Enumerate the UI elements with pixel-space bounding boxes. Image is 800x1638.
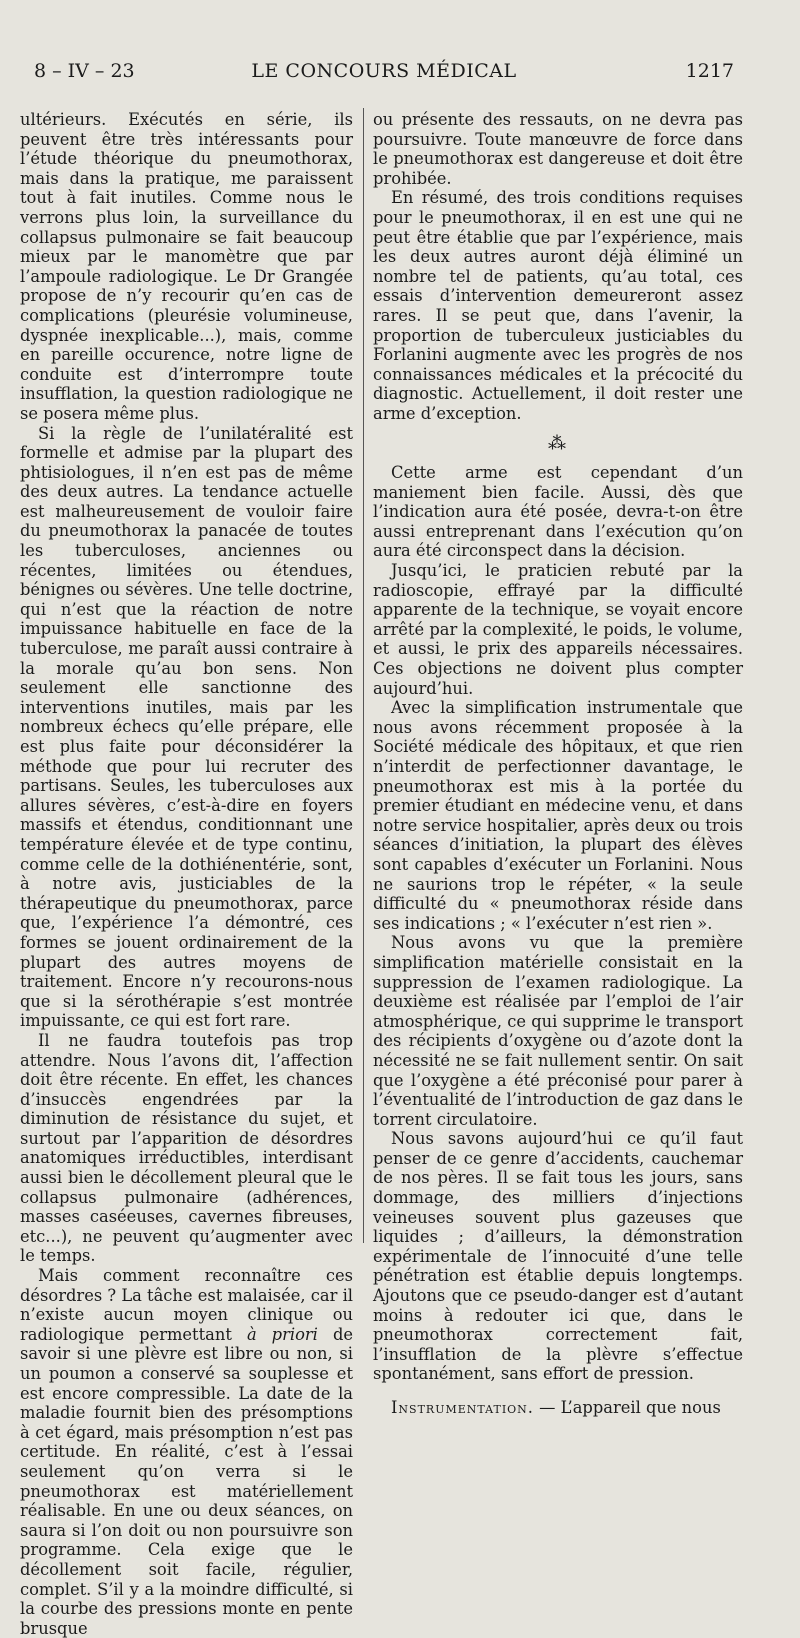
paragraph: Nous savons aujourd’hui ce qu’il faut penser de ce genre d’accidents, cauchemar de nos pères. Il se fait tous les jours, sans dommage, des milliers d’injections veineuses souvent plus gazeuses que liquides ; d’ailleurs, la démonstration expérimentale de l’innocuité d’une telle pénétration est établie depuis longtemps. Ajoutons que ce pseudo-danger est d’autant moins à redouter ici que, dans le pneumothorax correctement fait, l’insufflation de la plèvre s’effectue spontanément, sans effort de pression. bbox=[373, 1129, 743, 1384]
section-heading: Instrumentation. bbox=[391, 1398, 534, 1417]
paragraph: Jusqu’ici, le praticien rebuté par la radioscopie, effrayé par la difficulté apparente de la technique, se voyait encore arrêté par la complexité, le poids, le volume, et aussi, le prix des appareils nécessaires. Ces objections ne doivent plus compter aujourd’hui. bbox=[373, 561, 743, 698]
issue-date: 8 – IV – 23 bbox=[34, 60, 135, 82]
column-divider bbox=[363, 108, 364, 1243]
italic-phrase: à priori bbox=[246, 1324, 318, 1344]
paragraph bbox=[20, 1266, 353, 1638]
paragraph: ou présente des ressauts, on ne devra pas poursuivre. Toute manœuvre de force dans le pneumothorax est dangereuse et doit être prohibée. bbox=[373, 110, 743, 188]
paragraph: Si la règle de l’unilatéralité est formelle et admise par la plupart des phtisiologues, il n’en est pas de même des deux autres. La tendance actuelle est malheureusement de vouloir faire du pneumothorax la panacée de toutes les tuberculoses, anciennes ou récentes, limitées ou étendues, bénignes ou sévères. Une telle doctrine, qui n’est que la réaction de notre impuissance habituelle en face de la tuberculose, me paraît aussi contraire à la morale qu’au bon sens. Non seulement elle sanctionne des interventions inutiles, mais par les nombreux échecs qu’elle prépare, elle est plus faite pour déconsidérer la méthode que pour lui recruter des partisans. Seules, les tuberculoses aux allures sévères, c’est-à-dire en foyers massifs et étendus, conditionnant une température élevée et de type continu, comme celle de la dothiénentérie, sont, à notre avis, justiciables de la thérapeutique du pneumothorax, parce que, l’expérience l’a démontré, ces formes se jouent ordinairement de la plupart des autres moyens de traitement. Encore n’y recourons-nous que si la sérothérapie s’est montrée impuissante, ce qui est fort rare. bbox=[20, 423, 353, 1031]
paragraph: Il ne faudra toutefois pas trop attendre. Nous l’avons dit, l’affection doit être récente. En effet, les chances d’insuccès engendrées par la diminution de résistance du sujet, et surtout par l’apparition de désordres anatomiques irréductibles, interdisant aussi bien le décollement pleural que le collapsus pulmonaire (adhérences, masses caséeuses, cavernes fibreuses, etc...), ne peuvent qu’augmenter avec le temps. bbox=[20, 1030, 353, 1266]
left-column bbox=[20, 110, 353, 1638]
running-header bbox=[34, 60, 734, 94]
paragraph: En résumé, des trois conditions requises pour le pneumothorax, il en est une qui ne peut être établie que par l’expérience, mais les deux autres auront déjà éliminé un nombre tel de patients, qu’au total, ces essais d’intervention demeureront assez rares. Il se peut que, dans l’avenir, la proportion de tuberculeux justiciables du Forlanini augmente avec les progrès de nos connaissances médicales et la précocité du diagnostic. Actuellement, il doit rester une arme d’exception. bbox=[373, 188, 743, 423]
paragraph: ultérieurs. Exécutés en série, ils peuvent être très intéressants pour l’étude théorique du pneumothorax, mais dans la pratique, me paraissent tout à fait inutiles. Comme nous le verrons plus loin, la surveillance du collapsus pulmonaire se fait beaucoup mieux par le manomètre que par l’ampoule radiologique. Le Dr Grangée propose de n’y recourir qu’en cas de complications (pleurésie volumineuse, dyspnée inexplicable...), mais, comme en pareille occurence, notre ligne de conduite est d’interrompre toute insufflation, la question radiologique ne se posera même plus. bbox=[20, 110, 353, 423]
paragraph: Nous avons vu que la première simplification matérielle consistait en la suppression de l’examen radiologique. La deuxième est réalisée par l’emploi de l’air atmosphérique, ce qui supprime le transport des récipients d’oxygène ou d’azote dont la nécessité ne se fait nullement sentir. On sait que l’oxygène a été préconisé pour parer à l’éventualité de l’introduction de gaz dans le torrent circulatoire. bbox=[373, 933, 743, 1129]
paragraph bbox=[373, 1398, 743, 1418]
paragraph-text: de savoir si une plèvre est libre ou non, si un poumon a conservé sa souplesse et est encore compressible. La date de la maladie fournit bien des présomptions à cet égard, mais présomption n’est pas certitude. En réalité, c’est à l’essai seulement qu’on verra si le pneumothorax est matériellement réalisable. En une ou deux séances, on saura si l’on doit ou non poursuivre son programme. Cela exige que le décollement soit facile, régulier, complet. S’il y a la moindre difficulté, si la courbe des pressions monte en pente brusque bbox=[20, 1324, 354, 1638]
paragraph: Avec la simplification instrumentale que nous avons récemment proposée à la Société médicale des hôpitaux, et que rien n’interdit de perfectionner davantage, le pneumothorax est mis à la portée du premier étudiant en médecine venu, et dans notre service hospitalier, après deux ou trois séances d’initiation, la plupart des élèves sont capables d’exécuter un Forlanini. Nous ne saurions trop le répéter, « la seule difficulté du « pneumothorax réside dans ses indications ; « l’exécuter n’est rien ». bbox=[373, 698, 743, 933]
right-column bbox=[373, 110, 743, 1418]
section-break-asterism: ⁂ bbox=[548, 432, 568, 454]
paragraph-text: — L’appareil que nous bbox=[533, 1398, 721, 1417]
page-number: 1217 bbox=[685, 60, 734, 82]
paragraph-text: Mais comment reconnaître ces désordres ? La tâche est malaisée, car il n’existe aucun moyen clinique ou radiologique permettant bbox=[20, 1266, 353, 1344]
journal-title: LE CONCOURS MÉDICAL bbox=[251, 60, 517, 82]
paragraph: Cette arme est cependant d’un maniement bien facile. Aussi, dès que l’indication aura été posée, devra-t-on être aussi entreprenant dans l’exécution qu’on aura été circonspect dans la décision. bbox=[373, 463, 743, 561]
